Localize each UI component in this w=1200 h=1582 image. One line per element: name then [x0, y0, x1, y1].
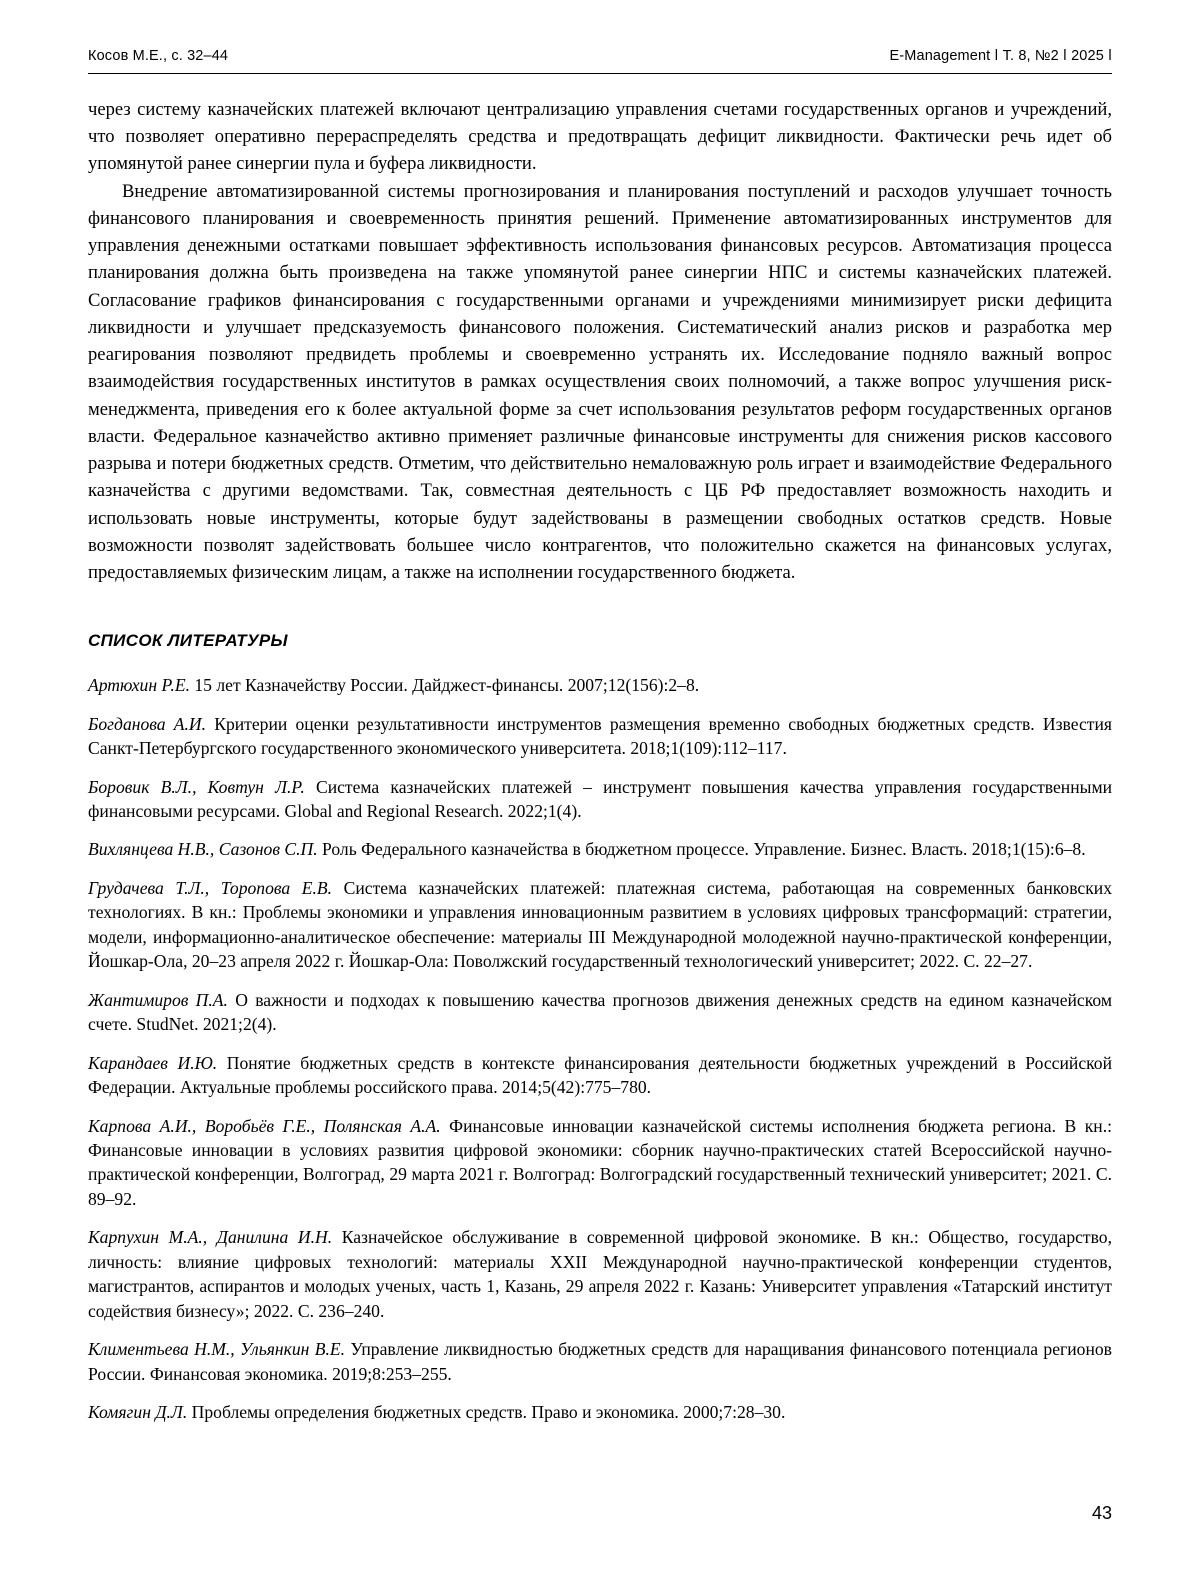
reference-item [88, 1114, 1112, 1212]
reference-authors: Климентьева Н.М., Ульянкин В.Е. [88, 1339, 346, 1360]
reference-item [88, 1051, 1112, 1100]
reference-authors: Богданова А.И. [88, 713, 207, 734]
reference-item [88, 673, 1112, 697]
reference-authors: Комягин Д.Л. [88, 1402, 188, 1423]
reference-item [88, 988, 1112, 1037]
reference-text: 15 лет Казначейству России. Дайджест-финансы. 2007;12(156):2–8. [189, 675, 700, 696]
reference-item [88, 775, 1112, 824]
reference-item [88, 837, 1112, 861]
reference-text: Казначейское обслуживание в современной цифровой экономике. В кн.: Общество, государство, личность: влияние цифровых технологий: материалы XXII Международной научно-практической конференции студентов, магистрантов, аспирантов и молодых ученых, часть 1, Казань, 29 апреля 2022 г. Казань: Университет управления «Татарский институт содействия бизнесу»; 2022. С. 236–240. [88, 1227, 1112, 1321]
reference-text: Система казначейских платежей: платежная система, работающая на современных банковских технологиях. В кн.: Проблемы экономики и управления инновационным развитием в условиях цифровых трансформаций: стратегии, модели, информационно-аналитическое обеспечение: материалы III Международной молодежной научно-практической конференции, Йошкар-Ола, 20–23 апреля 2022 г. Йошкар-Ола: Поволжский государственный технологический университет; 2022. С. 22–27. [88, 877, 1112, 972]
reference-text: Управление ликвидностью бюджетных средств для наращивания финансового потенциала регионов России. Финансовая экономика. 2019;8:253–255. [88, 1339, 1112, 1384]
reference-item [88, 712, 1112, 761]
reference-text: Финансовые инновации казначейской системы исполнения бюджета региона. В кн.: Финансовые инновации в условиях развития цифровой экономики: сборник научно-практических статей Всероссийской научно-практической конференции, Волгоград, 29 марта 2021 г. Волгоград: Волгоградский государственный технический университет; 2021. С. 89–92. [88, 1115, 1112, 1209]
reference-authors: Боровик В.Л., Ковтун Л.Р. [88, 776, 305, 797]
reference-item [88, 1337, 1112, 1386]
reference-item [88, 1225, 1112, 1323]
running-head-right: E-Management ǀ Т. 8, №2 ǀ 2025 ǀ [889, 48, 1112, 64]
running-head-left: Косов М.Е., с. 32–44 [88, 48, 229, 64]
references-list [88, 673, 1112, 1424]
reference-text: Понятие бюджетных средств в контексте финансирования деятельности бюджетных учреждений в Российской Федерации. Актуальные проблемы российского права. 2014;5(42):775–780. [88, 1052, 1112, 1098]
reference-authors: Грудачева Т.Л., Торопова Е.В. [88, 877, 333, 898]
reference-authors: Вихлянцева Н.В., Сазонов С.П. [88, 839, 318, 860]
references-heading: СПИСОК ЛИТЕРАТУРЫ [88, 631, 288, 651]
reference-authors: Карандаев И.Ю. [88, 1052, 218, 1073]
reference-text: Проблемы определения бюджетных средств. Право и экономика. 2000;7:28–30. [187, 1402, 786, 1423]
reference-text: О важности и подходах к повышению качества прогнозов движения денежных средств на едином казначейском счете. StudNet. 2021;2(4). [88, 989, 1112, 1035]
reference-authors: Карпухин М.А., Данилина И.Н. [88, 1227, 333, 1248]
reference-authors: Жантимиров П.А. [88, 989, 228, 1010]
reference-text: Система казначейских платежей – инструмент повышения качества управления государственными финансовыми ресурсами. Global and Regional Research. 2022;1(4). [88, 776, 1113, 822]
body-paragraph: Внедрение автоматизированной системы прогнозирования и планирования поступлений и расходов улучшает точность финансового планирования и своевременность принятия решений. Применение автоматизированных инструментов для управления денежными остатками повышает эффективность использования финансовых ресурсов. Автоматизация процесса планирования должна быть произведена на также упомянутой ранее синергии НПС и системы казначейских платежей. Согласование графиков финансирования с государственными органами и учреждениями минимизирует риски дефицита ликвидности и улучшает предсказуемость финансового положения. Систематический анализ рисков и разработка мер реагирования позволяют предвидеть проблемы и своевременно устранять их. Исследование подняло важный вопрос взаимодействия государственных институтов в рамках осуществления своих полномочий, а также вопрос улучшения риск-менеджмента, приведения его к более актуальной форме за счет использования результатов реформ государственных органов власти. Федеральное казначейство активно применяет различные финансовые инструменты для снижения рисков кассового разрыва и потери бюджетных средств. Отметим, что действительно немаловажную роль играет и взаимодействие Федерального казначейства с другими ведомствами. Так, совместная деятельность с ЦБ РФ предоставляет возможность находить и использовать новые инструменты, которые будут задействованы в размещении свободных остатков средств. Новые возможности позволят задействовать большее число контрагентов, что положительно скажется на финансовых услугах, предоставляемых физическим лицам, а также на исполнении государственного бюджета. [88, 180, 1112, 583]
reference-item [88, 1400, 1112, 1424]
page-content [88, 48, 1112, 1439]
reference-authors: Артюхин Р.Е. [88, 675, 190, 696]
running-head [88, 48, 1112, 74]
reference-text: Роль Федерального казначейства в бюджетном процессе. Управление. Бизнес. Власть. 2018;1(15):6–8. [317, 839, 1086, 860]
reference-item [88, 876, 1112, 974]
page-number: 43 [1091, 1503, 1112, 1523]
reference-authors: Карпова А.И., Воробьёв Г.Е., Полянская А.А. [88, 1115, 441, 1136]
reference-text: Критерии оценки результативности инструментов размещения временно свободных бюджетных средств. Известия Санкт-Петербургского государственного экономического университета. 2018;1(109):112–117. [88, 713, 1112, 759]
body-text [88, 96, 1112, 586]
body-paragraph: через систему казначейских платежей включают централизацию управления счетами государственных органов и учреждений, что позволяет оперативно перераспределять средства и предотвращать дефицит ликвидности. Фактически речь идет об упомянутой ранее синергии пула и буфера ликвидности. [88, 99, 1112, 175]
